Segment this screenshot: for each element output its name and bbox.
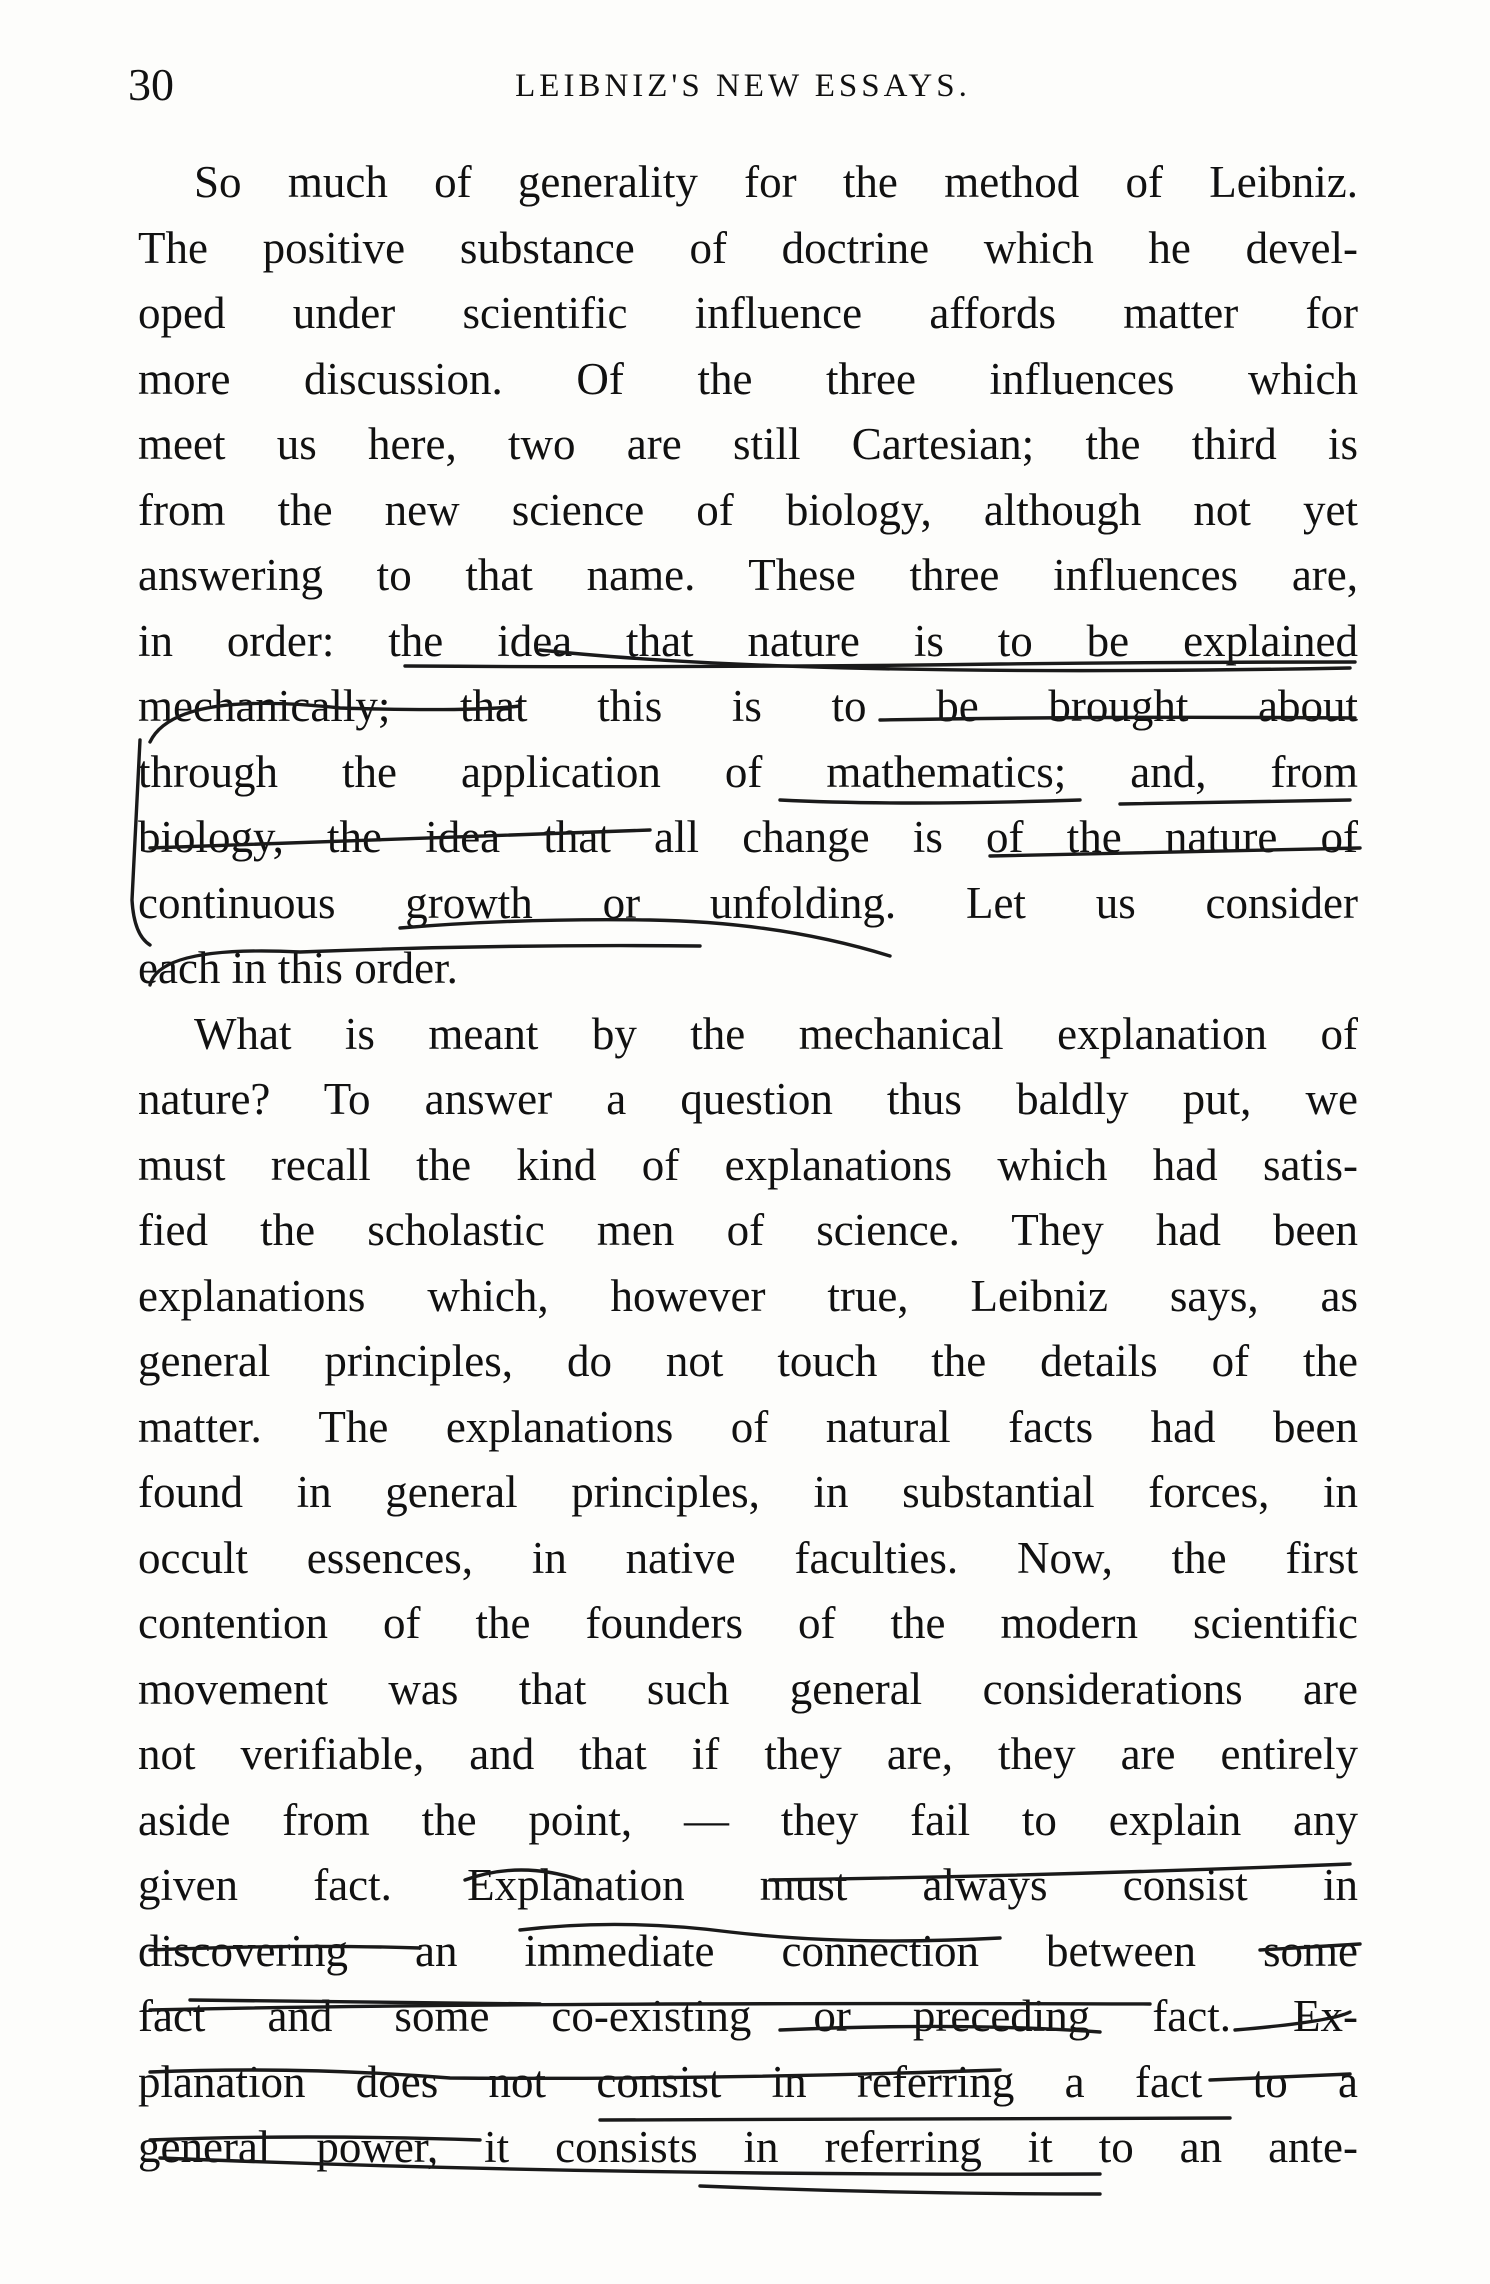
text-line: through the application of mathematics; and, from	[138, 746, 1358, 797]
text-line: each in this order.	[138, 943, 458, 993]
text-line: general power, it consists in referring it to an ante-	[138, 2122, 1358, 2172]
text-line: given fact. Explanation must always consist in	[138, 1860, 1358, 1910]
text-line: general principles, do not touch the details of the	[138, 1336, 1358, 1386]
text-line: fact and some co-existing or preceding fact. Ex-	[138, 1991, 1358, 2041]
page-number: 30	[128, 59, 174, 110]
text-line: contention of the founders of the modern scientific	[138, 1598, 1358, 1648]
text-line: fied the scholastic men of science. They had been	[138, 1205, 1358, 1255]
text-line: oped under scientific influence affords matter for	[138, 288, 1358, 338]
text-line: found in general principles, in substantial forces, in	[138, 1467, 1358, 1517]
text-line: nature? To answer a question thus baldly put, we	[138, 1074, 1358, 1124]
page-header	[128, 58, 1358, 128]
text-line: biology, the idea that all change is of the nature of	[138, 812, 1358, 862]
text-line: The positive substance of doctrine which he devel-	[138, 222, 1358, 273]
paragraph-1	[138, 150, 1358, 1002]
text-line: mechanically; that this is to be brought about	[138, 681, 1358, 731]
text-line: continuous growth or unfolding. Let us consider	[138, 877, 1358, 928]
text-line: must recall the kind of explanations which had satis-	[138, 1139, 1358, 1190]
text-line: planation does not consist in referring a fact to a	[138, 2056, 1358, 2107]
text-line: more discussion. Of the three influences which	[138, 353, 1358, 404]
text-line: discovering an immediate connection between some	[138, 1925, 1358, 1976]
text-line: in order: the idea that nature is to be explained	[138, 615, 1358, 666]
text-line: meet us here, two are still Cartesian; the third is	[138, 419, 1358, 469]
running-title: LEIBNIZ'S NEW ESSAYS.	[515, 68, 971, 104]
text-line: not verifiable, and that if they are, they are entirely	[138, 1729, 1358, 1779]
text-line: So much of generality for the method of Leibniz.	[194, 157, 1358, 207]
text-line: matter. The explanations of natural facts had been	[138, 1401, 1358, 1452]
text-line: What is meant by the mechanical explanation of	[194, 1008, 1358, 1059]
paragraph-2	[138, 1002, 1358, 2181]
body-text	[138, 150, 1358, 2181]
text-line: aside from the point, — they fail to explain any	[138, 1794, 1358, 1845]
text-line: from the new science of biology, although not yet	[138, 484, 1358, 535]
text-line: occult essences, in native faculties. Now, the first	[138, 1532, 1358, 1583]
text-line: movement was that such general considerations are	[138, 1663, 1358, 1714]
text-line: explanations which, however true, Leibniz says, as	[138, 1270, 1358, 1321]
text-line: answering to that name. These three influences are,	[138, 550, 1358, 600]
pen-underline	[700, 2186, 1100, 2194]
